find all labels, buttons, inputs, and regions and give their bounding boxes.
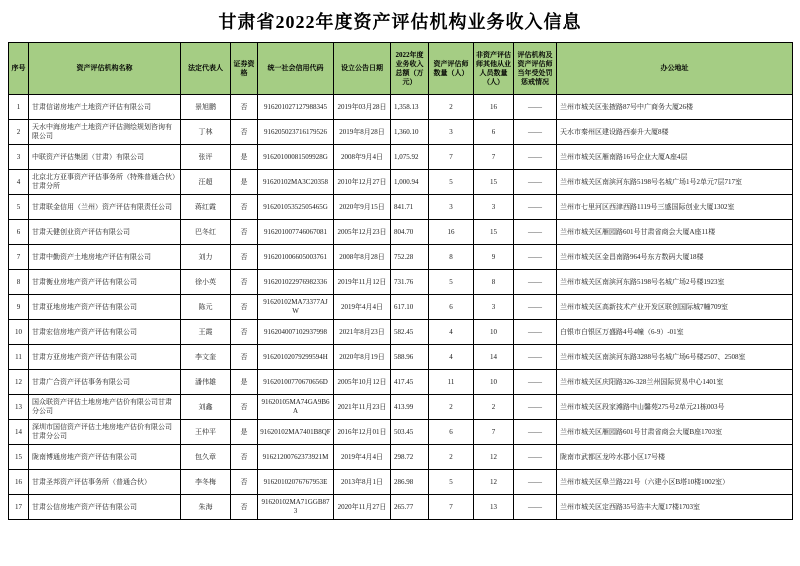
table-cell: 2 <box>429 95 474 120</box>
table-cell: 巴冬红 <box>181 220 231 245</box>
table-cell: 8 <box>474 270 514 295</box>
table-cell: 916201006605003761 <box>258 245 334 270</box>
table-cell: —— <box>514 195 557 220</box>
table-cell: 17 <box>9 495 29 520</box>
table-cell: 王仲平 <box>181 420 231 445</box>
table-cell: 否 <box>231 245 258 270</box>
table-row <box>9 320 793 345</box>
table-cell: 否 <box>231 270 258 295</box>
table-cell: 91620105352505465G <box>258 195 334 220</box>
table-cell: 9 <box>474 245 514 270</box>
table-cell: 否 <box>231 320 258 345</box>
table-cell: 1,360.10 <box>391 120 429 145</box>
table-cell: —— <box>514 220 557 245</box>
table-row <box>9 145 793 170</box>
table-cell: 14 <box>474 345 514 370</box>
table-cell: 5 <box>429 270 474 295</box>
table-cell: 甘肃广合资产评估事务有限公司 <box>29 370 181 395</box>
table-cell: 91620100081509928G <box>258 145 334 170</box>
table-cell: 兰州市城关区南滨河东路5198号名城广场1号2单元7层717室 <box>557 170 793 195</box>
table-cell: 5 <box>429 470 474 495</box>
table-cell: 甘肃宏信房地产资产评估有限公司 <box>29 320 181 345</box>
table-cell: 12 <box>474 445 514 470</box>
table-cell: 甘肃公信房地产资产评估有限公司 <box>29 495 181 520</box>
table-cell: 否 <box>231 295 258 320</box>
table-cell: —— <box>514 120 557 145</box>
table-cell: 916201022976982336 <box>258 270 334 295</box>
table-cell: 91620102MA73377AJW <box>258 295 334 320</box>
table-cell: 否 <box>231 445 258 470</box>
table-cell: 兰州市城关区高新技术产业开发区联创国际城7幢709室 <box>557 295 793 320</box>
table-cell: 15 <box>474 170 514 195</box>
table-cell: 包久章 <box>181 445 231 470</box>
table-cell: 91621200762373921M <box>258 445 334 470</box>
table-cell: —— <box>514 495 557 520</box>
table-cell: 陈元 <box>181 295 231 320</box>
table-row <box>9 420 793 445</box>
table-cell: —— <box>514 170 557 195</box>
table-cell: 298.72 <box>391 445 429 470</box>
table-cell: 兰州市城关区南滨河东路5198号名城广场2号楼1923室 <box>557 270 793 295</box>
column-header: 统一社会信用代码 <box>258 43 334 95</box>
table-cell: 9 <box>9 295 29 320</box>
table-cell: 徐小英 <box>181 270 231 295</box>
table-cell: 天水中海房地产土地资产评估测绘规划咨询有限公司 <box>29 120 181 145</box>
table-cell: 蒋红霞 <box>181 195 231 220</box>
table-row <box>9 345 793 370</box>
table-cell: 北京北方亚事资产评估事务所（特殊普通合伙）甘肃分所 <box>29 170 181 195</box>
table-cell: 兰州市城关区定西路35号浩丰大厦17楼1703室 <box>557 495 793 520</box>
table-cell: 否 <box>231 95 258 120</box>
table-cell: —— <box>514 470 557 495</box>
table-cell: 8 <box>429 245 474 270</box>
table-row <box>9 495 793 520</box>
table-cell: 甘肃中勤资产土地房地产评估有限公司 <box>29 245 181 270</box>
table-cell: 14 <box>9 420 29 445</box>
table-cell: 286.98 <box>391 470 429 495</box>
table-cell: 兰州市城关区雁南路16号企业大厦A座4层 <box>557 145 793 170</box>
table-cell: 兰州市城关区金昌南路964号东方数码大厦18楼 <box>557 245 793 270</box>
table-row <box>9 295 793 320</box>
table-cell: 否 <box>231 120 258 145</box>
table-cell: 6 <box>9 220 29 245</box>
table-cell: 丁林 <box>181 120 231 145</box>
table-cell: 甘肃方亚房地产资产评估有限公司 <box>29 345 181 370</box>
table-cell: 是 <box>231 170 258 195</box>
column-header: 证券资格 <box>231 43 258 95</box>
table-cell: 916201027127988345 <box>258 95 334 120</box>
table-cell: 陇南博通房地产资产评估有限公司 <box>29 445 181 470</box>
table-cell: 1,075.92 <box>391 145 429 170</box>
table-cell: 91620102MA71GGB873 <box>258 495 334 520</box>
table-cell: 91620102079299594H <box>258 345 334 370</box>
table-cell: —— <box>514 420 557 445</box>
income-table <box>8 42 793 520</box>
table-cell: 2 <box>474 395 514 420</box>
table-cell: 2008年9月4日 <box>334 145 391 170</box>
table-cell: 841.71 <box>391 195 429 220</box>
table-cell: 731.76 <box>391 270 429 295</box>
table-cell: 15 <box>9 445 29 470</box>
table-row <box>9 445 793 470</box>
table-cell: 2 <box>429 395 474 420</box>
table-cell: 10 <box>474 370 514 395</box>
table-cell: 1,000.94 <box>391 170 429 195</box>
table-cell: 是 <box>231 145 258 170</box>
table-cell: 413.99 <box>391 395 429 420</box>
table-row <box>9 370 793 395</box>
table-cell: —— <box>514 370 557 395</box>
table-cell: 2019年11月12日 <box>334 270 391 295</box>
table-cell: 兰州市城关区雁园路601号甘肃省商会大厦B座1703室 <box>557 420 793 445</box>
table-cell: 503.45 <box>391 420 429 445</box>
column-header: 资产评估师数量（人） <box>429 43 474 95</box>
table-cell: 否 <box>231 220 258 245</box>
table-cell: 91620102076767953E <box>258 470 334 495</box>
table-cell: 2 <box>429 445 474 470</box>
table-cell: 否 <box>231 395 258 420</box>
table-cell: 91620100770670656D <box>258 370 334 395</box>
table-cell: 7 <box>429 145 474 170</box>
table-cell: —— <box>514 145 557 170</box>
table-cell: 兰州市城关区庆阳路326-328兰州国际贸易中心1401室 <box>557 370 793 395</box>
table-cell: 2 <box>9 120 29 145</box>
table-row <box>9 95 793 120</box>
table-cell: 2008年8月28日 <box>334 245 391 270</box>
table-cell: 265.77 <box>391 495 429 520</box>
table-cell: 16 <box>474 95 514 120</box>
table-cell: 10 <box>9 320 29 345</box>
table-row <box>9 120 793 145</box>
table-cell: —— <box>514 245 557 270</box>
table-cell: 是 <box>231 420 258 445</box>
table-cell: 甘肃天健创业资产评估有限公司 <box>29 220 181 245</box>
table-cell: 张评 <box>181 145 231 170</box>
table-cell: 91620102MA3C20358 <box>258 170 334 195</box>
table-cell: 国众联资产评估土地房地产估价有限公司甘肃分公司 <box>29 395 181 420</box>
table-cell: 617.10 <box>391 295 429 320</box>
table-cell: 11 <box>429 370 474 395</box>
table-cell: 2021年11月23日 <box>334 395 391 420</box>
table-cell: 潘伟雄 <box>181 370 231 395</box>
table-cell: 甘肃联金信用（兰州）资产评估有限责任公司 <box>29 195 181 220</box>
table-cell: 刘鑫 <box>181 395 231 420</box>
table-cell: 7 <box>429 495 474 520</box>
table-cell: 2019年03月28日 <box>334 95 391 120</box>
table-cell: 是 <box>231 370 258 395</box>
table-cell: 3 <box>474 195 514 220</box>
table-cell: 李文奎 <box>181 345 231 370</box>
table-cell: 13 <box>9 395 29 420</box>
table-cell: 6 <box>429 420 474 445</box>
table-cell: 4 <box>429 345 474 370</box>
table-cell: —— <box>514 95 557 120</box>
table-cell: 588.96 <box>391 345 429 370</box>
table-cell: —— <box>514 320 557 345</box>
table-cell: 417.45 <box>391 370 429 395</box>
table-cell: 10 <box>474 320 514 345</box>
table-cell: 916205023716179526 <box>258 120 334 145</box>
table-cell: 7 <box>9 245 29 270</box>
table-cell: 兰州市城关区张掖路87号中广商务大厦26楼 <box>557 95 793 120</box>
table-cell: 5 <box>9 195 29 220</box>
table-cell: —— <box>514 345 557 370</box>
table-row <box>9 245 793 270</box>
table-cell: 11 <box>9 345 29 370</box>
table-cell: 景旭鹏 <box>181 95 231 120</box>
table-cell: 否 <box>231 495 258 520</box>
table-row <box>9 470 793 495</box>
table-cell: 深圳市国信资产评估土地房地产估价有限公司甘肃分公司 <box>29 420 181 445</box>
table-cell: 2021年8月23日 <box>334 320 391 345</box>
column-header: 资产评估机构名称 <box>29 43 181 95</box>
column-header: 非资产评估师其他从业人员数量（人） <box>474 43 514 95</box>
table-cell: 12 <box>9 370 29 395</box>
table-cell: 汪超 <box>181 170 231 195</box>
table-cell: 91620102MA7401B8QF <box>258 420 334 445</box>
table-cell: 兰州市七里河区西津西路1119号三盛国际创业大厦1302室 <box>557 195 793 220</box>
table-row <box>9 395 793 420</box>
table-cell: 否 <box>231 470 258 495</box>
table-cell: 1 <box>9 95 29 120</box>
column-header: 2022年度业务收入总额（万元） <box>391 43 429 95</box>
table-cell: 否 <box>231 195 258 220</box>
table-cell: 1,358.13 <box>391 95 429 120</box>
column-header: 序号 <box>9 43 29 95</box>
table-cell: 2020年9月15日 <box>334 195 391 220</box>
table-cell: 7 <box>474 145 514 170</box>
table-cell: 2019年8月28日 <box>334 120 391 145</box>
table-cell: 兰州市城关区皋兰路221号（六建小区B塔10楼1002室） <box>557 470 793 495</box>
table-cell: 752.28 <box>391 245 429 270</box>
table-row <box>9 270 793 295</box>
table-cell: 6 <box>474 120 514 145</box>
header-row <box>9 43 793 95</box>
table-cell: 陇南市武都区龙吟水郡小区17号楼 <box>557 445 793 470</box>
table-body <box>9 95 793 520</box>
table-cell: —— <box>514 295 557 320</box>
table-cell: 2020年11月27日 <box>334 495 391 520</box>
table-cell: 2010年12月27日 <box>334 170 391 195</box>
table-cell: 甘肃信诺房地产土地资产评估有限公司 <box>29 95 181 120</box>
table-cell: 天水市秦州区建设路西泰升大厦8楼 <box>557 120 793 145</box>
table-cell: 16 <box>429 220 474 245</box>
table-cell: 3 <box>429 120 474 145</box>
table-cell: 8 <box>9 270 29 295</box>
table-cell: 白银市白银区万盛路4号4幢（6-9）-01室 <box>557 320 793 345</box>
table-cell: 6 <box>429 295 474 320</box>
table-cell: 2019年4月4日 <box>334 445 391 470</box>
table-cell: 兰州市城关区雁园路601号甘肃省商会大厦A座11楼 <box>557 220 793 245</box>
table-cell: 2005年10月12日 <box>334 370 391 395</box>
table-cell: 91620105MA74GA9B6A <box>258 395 334 420</box>
table-cell: 5 <box>429 170 474 195</box>
table-cell: 甘肃亚地房地产资产评估有限公司 <box>29 295 181 320</box>
table-cell: 3 <box>474 295 514 320</box>
table-cell: 3 <box>429 195 474 220</box>
table-cell: 916204007102937998 <box>258 320 334 345</box>
table-cell: 朱海 <box>181 495 231 520</box>
table-cell: 916201007746067081 <box>258 220 334 245</box>
table-cell: 2005年12月23日 <box>334 220 391 245</box>
column-header: 设立公告日期 <box>334 43 391 95</box>
table-cell: 3 <box>9 145 29 170</box>
table-row <box>9 220 793 245</box>
column-header: 法定代表人 <box>181 43 231 95</box>
table-cell: 2016年12月01日 <box>334 420 391 445</box>
table-cell: 李冬梅 <box>181 470 231 495</box>
table-cell: 15 <box>474 220 514 245</box>
table-cell: 兰州市城关区南滨河东路3288号名城广场6号楼2507、2508室 <box>557 345 793 370</box>
table-cell: —— <box>514 270 557 295</box>
table-row <box>9 170 793 195</box>
table-cell: 2020年8月19日 <box>334 345 391 370</box>
table-cell: 王霞 <box>181 320 231 345</box>
table-row <box>9 195 793 220</box>
table-cell: 13 <box>474 495 514 520</box>
table-cell: 兰州市城关区段家滩路中山馨苑275号2单元21栋003号 <box>557 395 793 420</box>
table-cell: 2013年8月1日 <box>334 470 391 495</box>
column-header: 办公地址 <box>557 43 793 95</box>
table-cell: —— <box>514 445 557 470</box>
table-cell: 582.45 <box>391 320 429 345</box>
table-cell: 4 <box>9 170 29 195</box>
table-cell: 804.70 <box>391 220 429 245</box>
table-cell: —— <box>514 395 557 420</box>
table-cell: 刘力 <box>181 245 231 270</box>
table-cell: 4 <box>429 320 474 345</box>
table-cell: 7 <box>474 420 514 445</box>
page-title: 甘肃省2022年度资产评估机构业务收入信息 <box>218 12 582 32</box>
table-cell: 否 <box>231 345 258 370</box>
table-cell: 甘肃圣邦资产评估事务所（普通合伙） <box>29 470 181 495</box>
column-header: 评估机构及资产评估师当年受处罚惩戒情况 <box>514 43 557 95</box>
table-cell: 16 <box>9 470 29 495</box>
table-cell: 2019年4月4日 <box>334 295 391 320</box>
table-cell: 中联资产评估集团（甘肃）有限公司 <box>29 145 181 170</box>
table-cell: 甘肃衡业房地产资产评估有限公司 <box>29 270 181 295</box>
table-cell: 12 <box>474 470 514 495</box>
